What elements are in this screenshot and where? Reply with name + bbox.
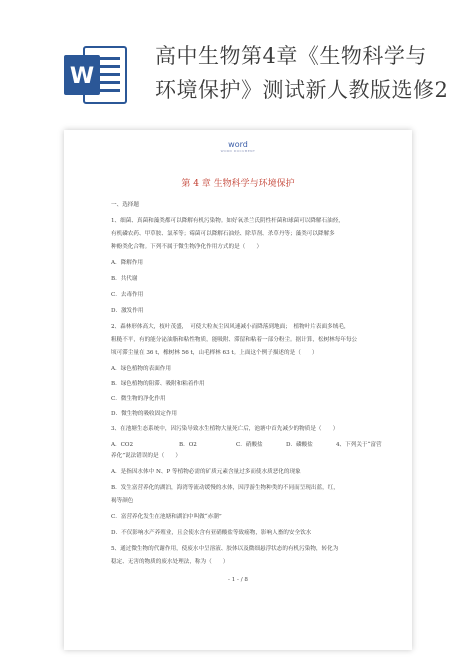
question-2-option-d: D．微生物的吸收固定作用 <box>111 411 178 417</box>
question-3-option-b: B．O2 <box>179 442 197 448</box>
brand-logo: word <box>228 140 248 149</box>
question-1-line-1: 1、细菌、真菌和藻类都可以降解有机污染物。如好氧杀兰氏阴性杆菌和球菌可以降解石油烃， <box>111 218 344 224</box>
question-2-option-b: B．绿色植物的阻滞、吸附和粘着作用 <box>111 381 205 387</box>
question-5-line-1: 5、通过微生物的代谢作用，使废水中呈溶液、胶体以及微细悬浮状态的有机污染物，转化为 <box>111 546 339 552</box>
question-3-line-1: 3、在池塘生态系统中，因污染导致水生植物大量死亡后，池塘中首先减少的物质是（ ） <box>111 426 339 432</box>
header <box>0 0 474 130</box>
question-4-option-c: C．富营养化发生在池塘和湖泊中叫做“赤潮” <box>111 514 222 520</box>
question-3-option-d: D．磷酸盐 <box>286 442 313 448</box>
question-1-option-a: A．降解作用 <box>111 260 144 266</box>
question-4-option-a: A．是指因水体中 N、P 等植物必需的矿质元素含量过多而使水质恶化的现象 <box>111 469 301 475</box>
question-1-line-3: 种酚类化合物。下列不属于微生物净化作用方式的是（ ） <box>111 244 263 250</box>
question-2-line-2: 粗糙不平，有的能分泌油脂和粘性物质，能吸附、滞留和粘着一部分粉尘。据计算，松树林每年每公 <box>111 337 358 343</box>
question-4-option-b-cont: 褐等颜色 <box>111 498 134 504</box>
question-3-option-c: C．硝酸盐 <box>236 442 263 448</box>
question-5-line-2: 稳定、无害的物质的废水处理法，称为（ ） <box>111 559 229 565</box>
question-4-line-1: 4、下列关于“富营 <box>336 442 382 448</box>
question-4-line-2: 养化”说法错误的是（ ） <box>111 453 181 459</box>
page-number: - 1 - / 8 <box>228 577 248 583</box>
page-title-line-2: 环境保护》测试新人教版选修2 <box>155 78 449 102</box>
question-4-option-d: D．不仅影响水产养殖业，且会使水含有亚硝酸盐等致癌物，影响人畜的安全饮水 <box>111 530 312 536</box>
document-title: 第 4 章 生物科学与环境保护 <box>181 179 295 189</box>
page-title-line-1: 高中生物第4章《生物科学与 <box>155 44 427 68</box>
question-4-option-b: B．发生富营养化的湖泊，海湾等流动缓慢的水体，因浮游生物种类的不同而呈现出蓝，红， <box>111 485 339 491</box>
question-2-line-1: 2、森林形体高大，枝叶茂盛， 可使大粒灰尘因风速减小而降落到地面； 植物叶片表面多绒毛， <box>111 324 350 330</box>
svg-text:W: W <box>69 64 95 89</box>
question-2-option-c: C．微生物的净化作用 <box>111 396 166 402</box>
question-2-option-a: A．绿色植物的表面作用 <box>111 366 171 372</box>
question-2-line-3: 顷可滞尘量在 36 t，橡树林 56 t，山毛榉林 63 t。上面这个例子描述的是（ ） <box>111 350 318 356</box>
question-1-line-2: 有机磷农药、甲草胺、氯苯等；霉菌可以降解石油烃、除草剂、杀草丹等；藻类可以降解多 <box>111 231 335 237</box>
brand-subtitle: WORD DOCUMENT <box>220 149 256 153</box>
word-document-icon <box>62 41 130 109</box>
document-page <box>64 130 412 650</box>
question-3-option-a: A．CO2 <box>111 442 134 448</box>
question-1-option-c: C．去毒作用 <box>111 292 144 298</box>
question-1-option-d: D．激发作用 <box>111 308 144 314</box>
section-heading: 一、选择题 <box>111 202 139 208</box>
question-1-option-b: B．共代谢 <box>111 276 138 282</box>
